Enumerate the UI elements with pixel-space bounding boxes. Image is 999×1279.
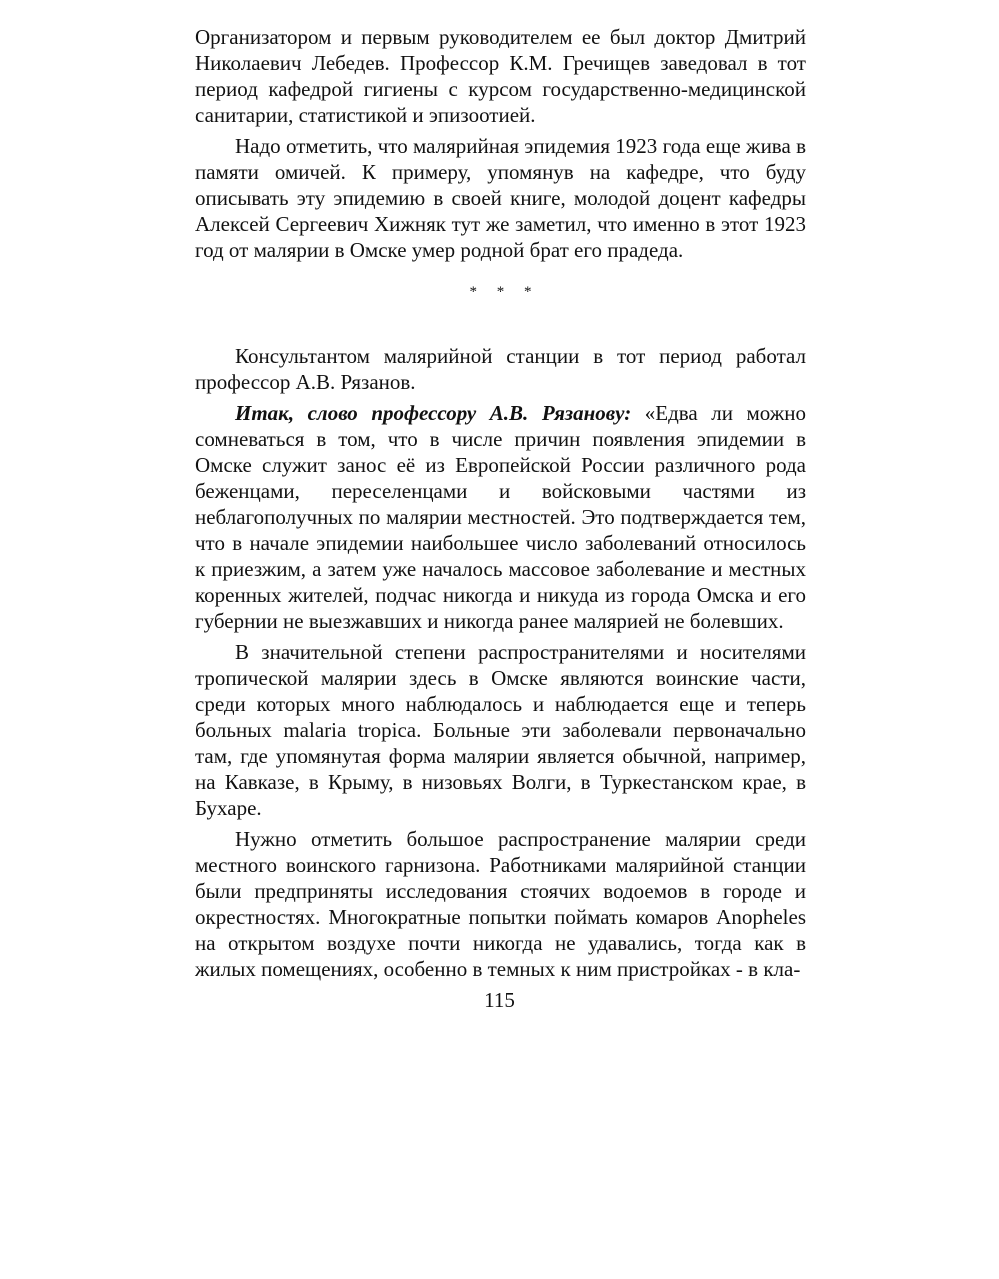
paragraph-4-lead-in: Итак, слово профессору А.В. Рязанову: bbox=[235, 401, 632, 425]
paragraph-3: Консультантом малярийной станции в тот период работал профессор А.В. Рязанов. bbox=[195, 344, 806, 394]
paragraph-5: В значительной степени распространителями и носителями тропической малярии здесь в Омске являются воинские части, среди которых много наблюдалось и наблюдается еще и теперь больных malaria tropica. Больные эти заболевали первоначально там, где упомянутая форма малярии является обычной, например, на Кавказе, в Крыму, в низовьях Волги, в Туркестанском крае, в Бухаре. bbox=[195, 640, 806, 820]
page-body bbox=[195, 24, 806, 982]
section-separator: * * * bbox=[469, 284, 540, 300]
page-number: 115 bbox=[484, 988, 515, 1012]
paragraph-4-text: «Едва ли можно сомневаться в том, что в числе причин появления эпидемии в Омске служит занос её из Европейской России различного рода беженцами, переселенцами и войсковыми частями из неблагополучных по малярии местностей. Это подтверждается тем, что в начале эпидемии наибольшее число заболеваний относилось к приезжим, а затем уже началось массовое заболевание и местных коренных жителей, подчас никогда и никуда из города Омска и его губернии не выезжавших и никогда ранее малярией не болевших. bbox=[195, 401, 807, 633]
paragraph-2: Надо отметить, что малярийная эпидемия 1923 года еще жива в памяти омичей. К примеру, упомянув на кафедре, что буду описывать эту эпидемию в своей книге, молодой доцент кафедры Алексей Сергеевич Хижняк тут же заметил, что именно в этот 1923 год от малярии в Омске умер родной брат его прадеда. bbox=[195, 134, 806, 262]
paragraph-1: Организатором и первым руководителем ее был доктор Дмитрий Николаевич Лебедев. Профессор К.М. Гречищев заведовал в тот период кафедрой гигиены с курсом государственно-медицинской санитарии, статистикой и эпизоотией. bbox=[195, 25, 806, 127]
paragraph-6: Нужно отметить большое распространение малярии среди местного воинского гарнизона. Работниками малярийной станции были предприняты исследования стоячих водоемов в городе и окрестностях. Многократные попытки поймать комаров Anopheles на открытом воздухе почти никогда не удавались, тогда как в жилых помещениях, особенно в темных к ним пристройках - в кла- bbox=[195, 827, 806, 981]
paragraph-4 bbox=[195, 400, 806, 634]
